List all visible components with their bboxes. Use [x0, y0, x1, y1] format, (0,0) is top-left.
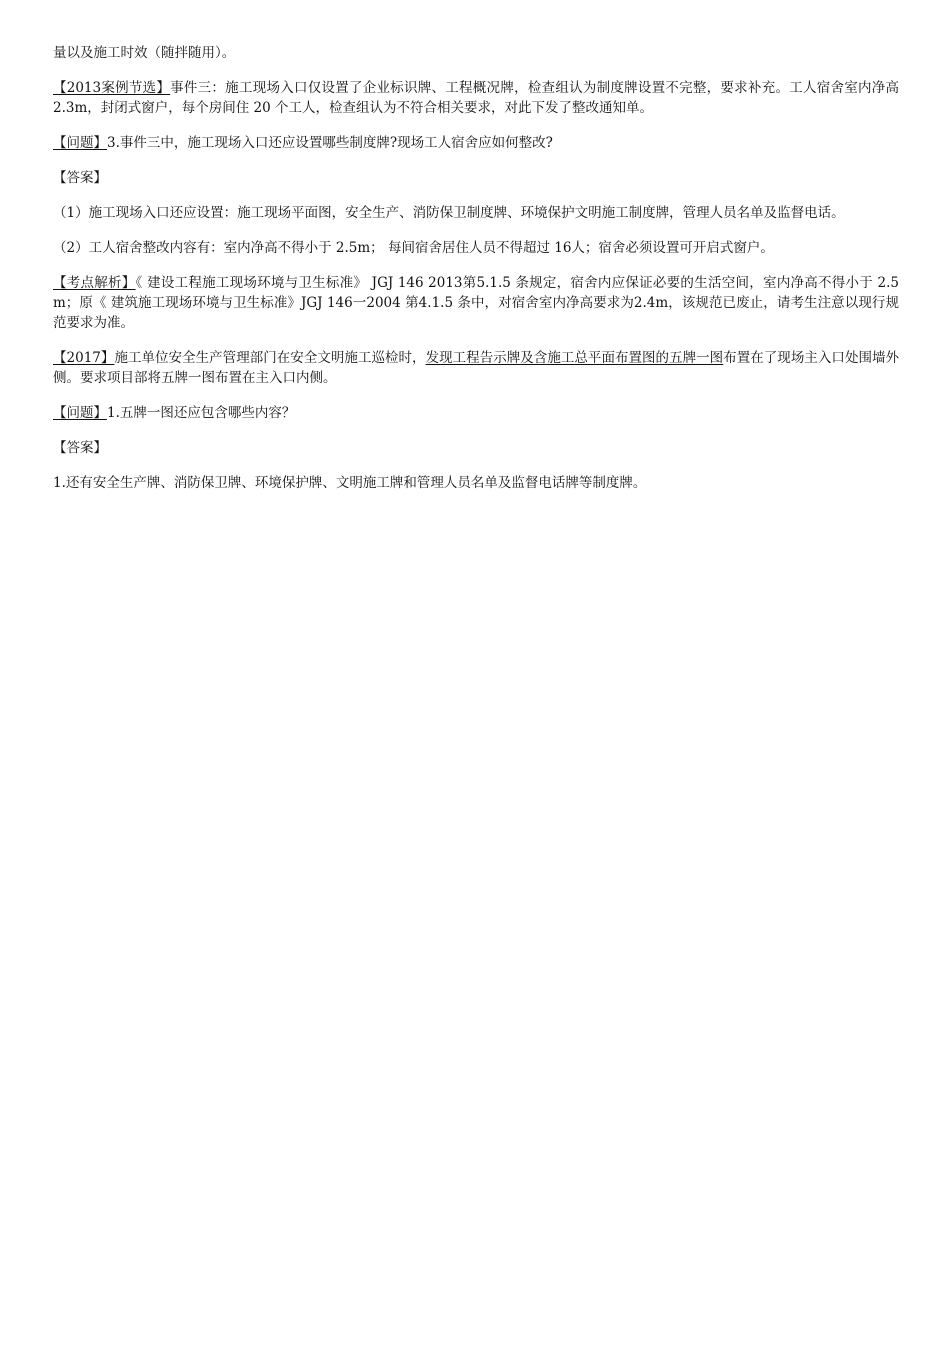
paragraph-question-1: [53, 403, 899, 423]
case-text-2017-underlined: 发现工程告示牌及含施工总平面布置图的五牌一图: [425, 350, 724, 366]
answer-item-1: （1）施工现场入口还应设置：施工现场平面图，安全生产、消防保卫制度牌、环境保护文明施工制度牌，管理人员名单及监督电话。: [53, 205, 845, 221]
question-tag-2017: 【问题】: [53, 405, 107, 421]
answer-heading: 【答案】: [53, 170, 107, 186]
answer-item-2: （2）工人宿舍整改内容有：室内净高不得小于 2.5m； 每间宿舍居住人员不得超过 16人；宿舍必须设置可开启式窗户。: [53, 240, 774, 256]
analysis-tag: 【考点解析】: [53, 275, 136, 291]
question-tag: 【问题】: [53, 135, 107, 151]
case-text-2017-a: 施工单位安全生产管理部门在安全文明施工巡检时，: [114, 350, 426, 366]
answer-item-2017: 1.还有安全生产牌、消防保卫牌、环境保护牌、文明施工牌和管理人员名单及监督电话牌等制度牌。: [53, 475, 647, 491]
case-tag-2017: 【2017】: [53, 350, 115, 366]
paragraph-case-2017: [53, 348, 899, 388]
paragraph-analysis: [53, 273, 899, 333]
paragraph-case-2013: [53, 78, 899, 118]
case-text-2013: 事件三：施工现场入口仅设置了企业标识牌、工程概况牌，检查组认为制度牌设置不完整，要求补充。工人宿舍室内净高 2.3m，封闭式窗户，每个房间住 20 个工人，检查组认为不符合相关要求，对此下发了整改通知单。: [53, 80, 899, 116]
question-text-2017: 1.五牌一图还应包含哪些内容？: [107, 405, 296, 421]
analysis-text: 《 建设工程施工现场环境与卫生标准》 JGJ 146 2013第5.1.5 条规定，宿舍内应保证必要的生活空间，室内净高不得小于 2.5m；原《 建筑施工现场环境与卫生标准》JGJ 146一2004 第4.1.5 条中，对宿舍室内净高要求为2.4m，该规范已废止，请考生注意以现行规范要求为准。: [53, 275, 899, 331]
answer-heading-2017: 【答案】: [53, 440, 107, 456]
question-text: 3.事件三中，施工现场入口还应设置哪些制度牌?现场工人宿舍应如何整改?: [107, 135, 553, 151]
paragraph-continuation: 量以及施工时效（随拌随用）。: [53, 45, 236, 61]
case-tag-2013: 【2013案例节选】: [53, 80, 171, 96]
case-text-2017-b: 布置在了现场主入口处围墙外侧。要求项目部将五牌一图布置在主入口内侧。: [53, 350, 900, 386]
document-page: [53, 43, 899, 508]
paragraph-question-3: [53, 133, 899, 153]
